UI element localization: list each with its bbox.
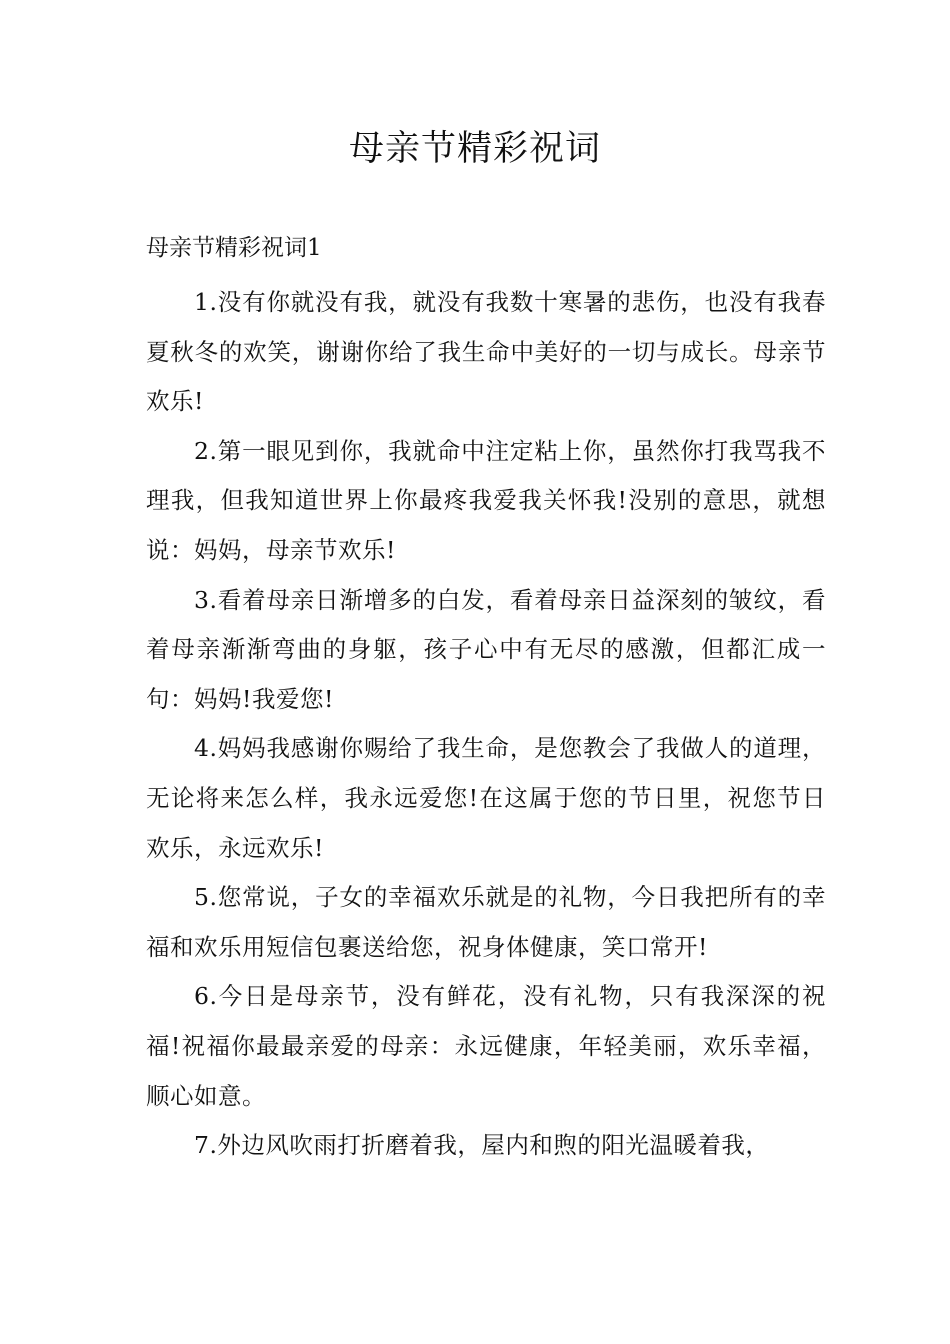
document-title: 母亲节精彩祝词 xyxy=(348,129,601,169)
paragraph-3: 3.看着母亲日渐增多的白发，看着母亲日益深刻的皱纹，看着母亲渐渐弯曲的身躯，孩子心中有无尽的感激，但都汇成一句：妈妈!我爱您! xyxy=(146,585,826,713)
paragraph-5: 5.您常说，子女的幸福欢乐就是的礼物，今日我把所有的幸福和欢乐用短信包裹送给您，祝身体健康，笑口常开! xyxy=(146,883,826,961)
paragraph-7: 7.外边风吹雨打折磨着我，屋内和煦的阳光温暖着我， xyxy=(194,1131,770,1160)
paragraph-6: 6.今日是母亲节，没有鲜花，没有礼物，只有我深深的祝福!祝福你最最亲爱的母亲：永远健康，年轻美丽，欢乐幸福，顺心如意。 xyxy=(146,982,826,1110)
section-heading: 母亲节精彩祝词1 xyxy=(146,235,322,261)
paragraph-1: 1.没有你就没有我，就没有我数十寒暑的悲伤，也没有我春夏秋冬的欢笑，谢谢你给了我生命中美好的一切与成长。母亲节欢乐! xyxy=(146,288,826,416)
paragraph-2: 2.第一眼见到你，我就命中注定粘上你，虽然你打我骂我不理我，但我知道世界上你最疼我爱我关怀我!没别的意思，就想说：妈妈，母亲节欢乐! xyxy=(146,436,826,564)
paragraph-4: 4.妈妈我感谢你赐给了我生命，是您教会了我做人的道理，无论将来怎么样，我永远爱您!在这属于您的节日里，祝您节日欢乐，永远欢乐! xyxy=(146,734,826,862)
document-body xyxy=(146,278,826,1171)
